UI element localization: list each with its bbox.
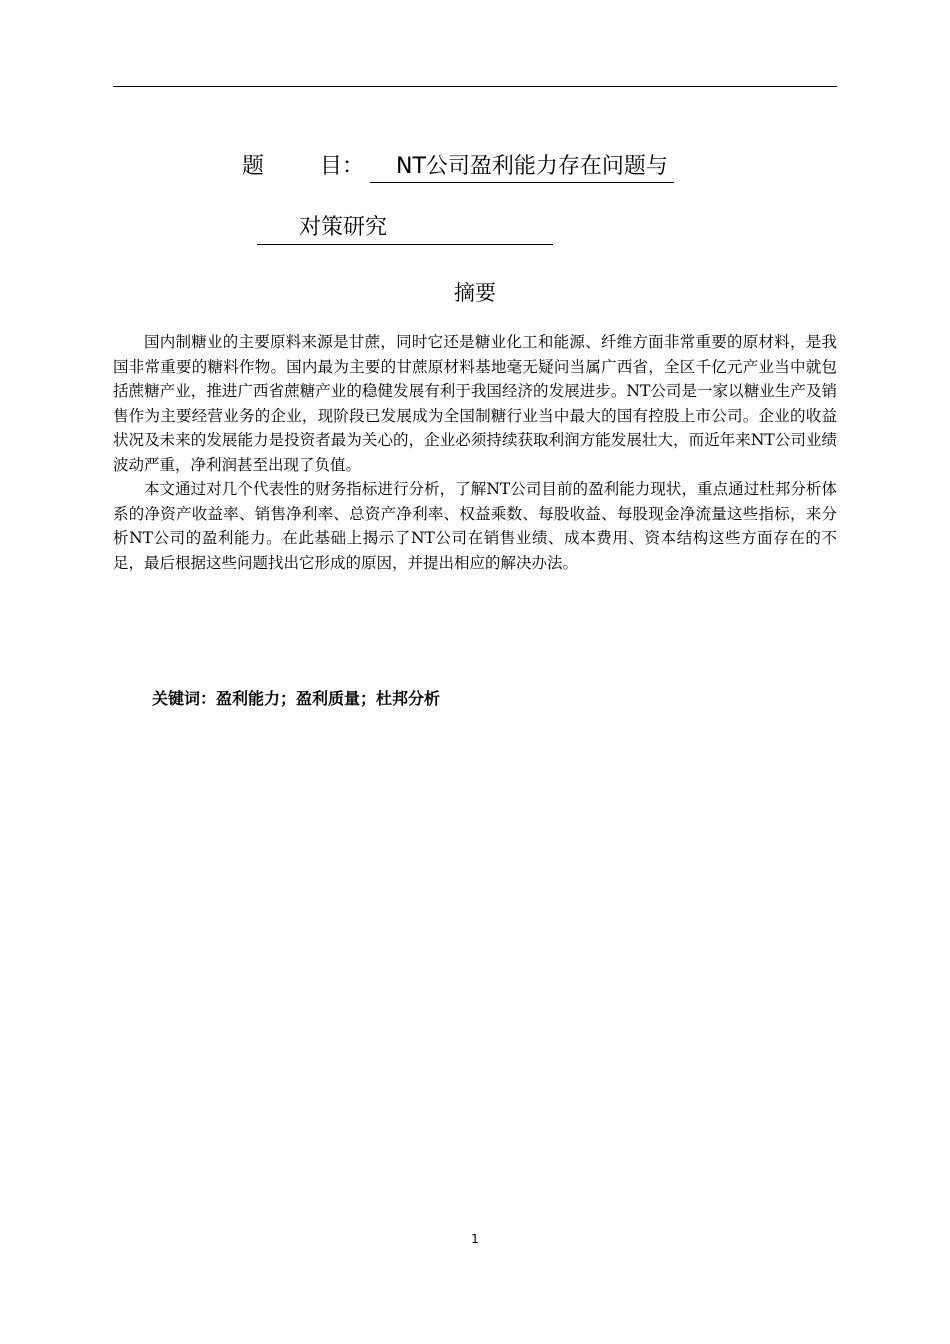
abstract-heading: 摘要: [454, 281, 496, 305]
page-number: 1: [471, 1232, 479, 1246]
title-line-2: [257, 212, 553, 245]
abstract-paragraph-1: 国内制糖业的主要原料来源是甘蔗，同时它还是糖业化工和能源、纤维方面非常重要的原材料，是我国非常重要的糖料作物。国内最为主要的甘蔗原材料基地毫无疑问当属广西省，全区千亿元产业当中就包括蔗糖产业，推进广西省蔗糖产业的稳健发展有利于我国经济的发展进步。NT公司是一家以糖业生产及销售作为主要经营业务的企业，现阶段已发展成为全国制糖行业当中最大的国有控股上市公司。企业的收益状况及未来的发展能力是投资者最为关心的，企业必须持续获取利润方能发展壮大，而近年来NT公司业绩波动严重，净利润甚至出现了负值。: [113, 333, 837, 474]
title-label: [242, 150, 370, 184]
title-label-char-1: 题: [242, 154, 265, 179]
title-text-line-1: NT公司盈利能力存在问题与: [370, 152, 674, 183]
keywords: 关键词：盈利能力；盈利质量；杜邦分析: [152, 689, 441, 708]
title-label-char-2: 目：: [320, 154, 365, 179]
title-line-1: [242, 150, 674, 184]
abstract-body: [113, 330, 837, 575]
title-text-line-2: 对策研究: [299, 215, 388, 240]
header-rule: [113, 86, 837, 87]
abstract-paragraph-2: 本文通过对几个代表性的财务指标进行分析，了解NT公司目前的盈利能力现状，重点通过杜邦分析体系的净资产收益率、销售净利率、总资产净利率、权益乘数、每股收益、每股现金净流量这些指标，来分析NT公司的盈利能力。在此基础上揭示了NT公司在销售业绩、成本费用、资本结构这些方面存在的不足，最后根据这些问题找出它形成的原因，并提出相应的解决办法。: [113, 480, 837, 572]
